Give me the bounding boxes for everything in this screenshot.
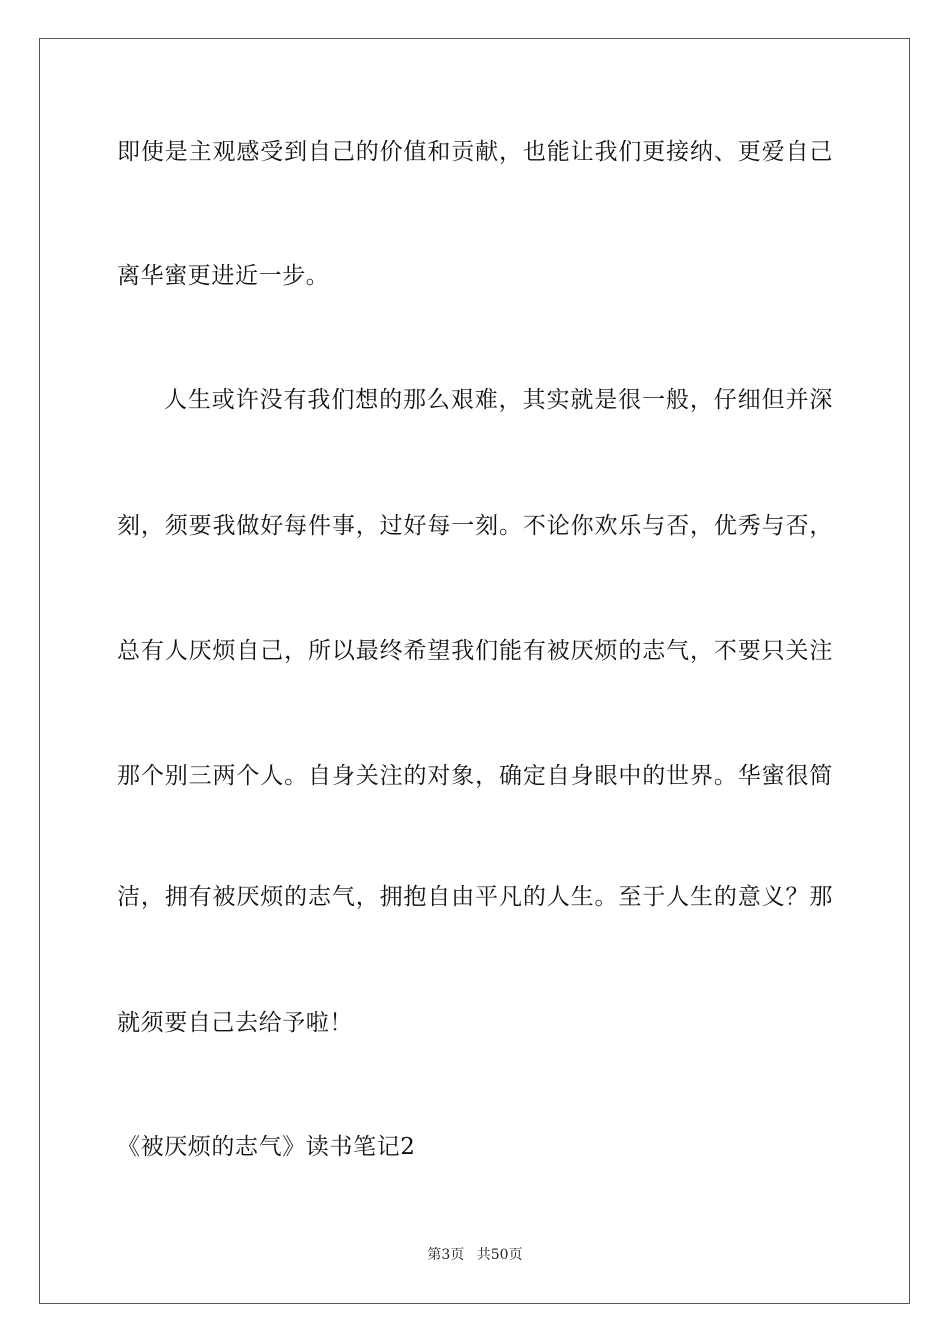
body-text-line: 人生或许没有我们想的那么艰难，其实就是很一般，仔细但并深 bbox=[164, 387, 833, 413]
body-text-line: 就须要自己去给予啦！ bbox=[117, 1010, 353, 1036]
body-text-line: 洁，拥有被厌烦的志气，拥抱自由平凡的人生。至于人生的意义？那 bbox=[117, 884, 833, 910]
body-text-line: 离华蜜更进近一步。 bbox=[117, 263, 330, 289]
section-heading: 《被厌烦的志气》读书笔记2 bbox=[117, 1134, 416, 1160]
body-text-line: 刻，须要我做好每件事，过好每一刻。不论你欢乐与否，优秀与否， bbox=[117, 513, 833, 539]
page-total: 共50页 bbox=[476, 1247, 523, 1263]
body-text-line: 那个别三两个人。自身关注的对象，确定自身眼中的世界。华蜜很简 bbox=[117, 763, 833, 789]
body-text-line: 总有人厌烦自己，所以最终希望我们能有被厌烦的志气，不要只关注 bbox=[117, 638, 833, 664]
page-border bbox=[39, 38, 910, 1304]
page-footer bbox=[0, 1246, 950, 1264]
page-number: 第3页 bbox=[427, 1247, 465, 1263]
body-text-line: 即使是主观感受到自己的价值和贡献，也能让我们更接纳、更爱自己 bbox=[117, 139, 833, 165]
